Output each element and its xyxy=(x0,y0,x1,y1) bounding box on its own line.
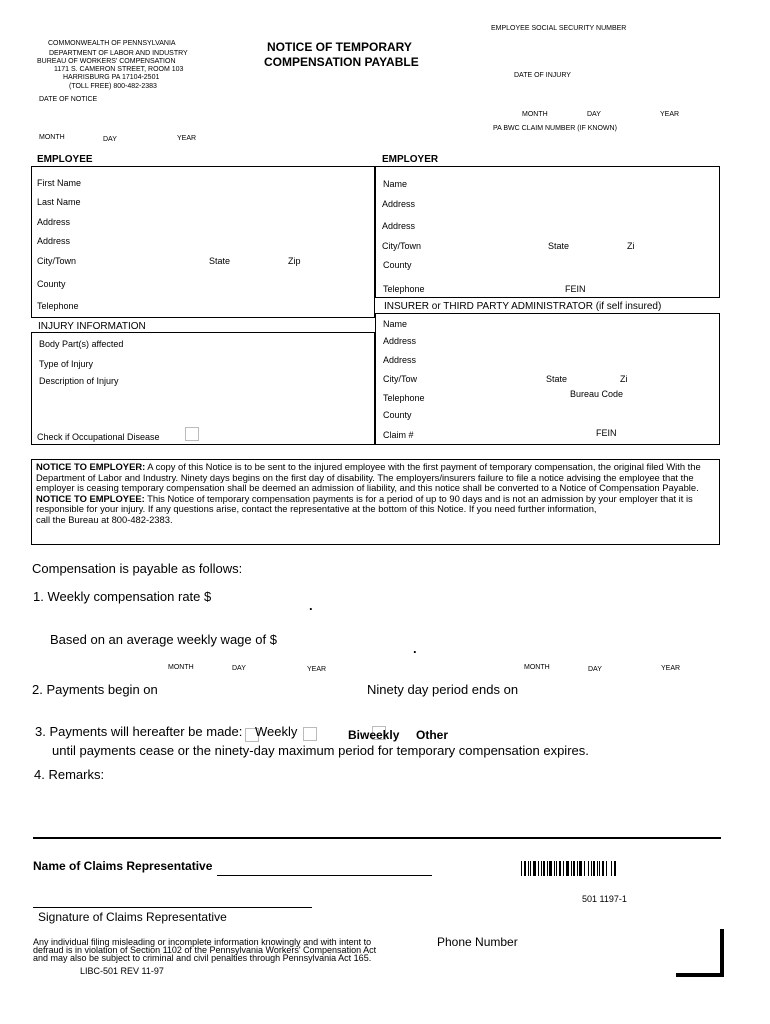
payments-made-label: 3. Payments will hereafter be made: xyxy=(35,724,243,739)
insurer-fein-label: FEIN xyxy=(596,428,617,438)
employer-heading: EMPLOYER xyxy=(382,154,439,165)
injury-heading: INJURY INFORMATION xyxy=(38,321,146,332)
employer-county-label: County xyxy=(383,260,412,270)
employer-telephone-label: Telephone xyxy=(383,284,425,294)
ssn-label: EMPLOYEE SOCIAL SECURITY NUMBER xyxy=(491,25,627,32)
other-option-label: Other xyxy=(416,728,449,742)
biweekly-option-label: Biweekly xyxy=(348,728,400,742)
occupational-disease-checkbox[interactable] xyxy=(185,427,199,441)
payment-duration-text: until payments cease or the ninety-day maximum period for temporary compensation expires. xyxy=(52,743,589,758)
insurer-address2-label: Address xyxy=(383,355,417,365)
employee-telephone-label: Telephone xyxy=(37,301,79,311)
agency-line-2: DEPARTMENT OF LABOR AND INDUSTRY xyxy=(49,50,188,57)
employee-zip-label: Zip xyxy=(288,256,301,266)
begin-month-label: MONTH xyxy=(168,664,194,671)
notice-box xyxy=(31,459,720,545)
date-of-injury-label: DATE OF INJURY xyxy=(514,72,571,79)
claims-rep-label: Name of Claims Representative xyxy=(33,859,213,873)
injury-description-label: Description of Injury xyxy=(39,376,119,386)
weekly-option-label: Weekly xyxy=(255,724,298,739)
insurer-bureau-code-label: Bureau Code xyxy=(570,389,624,399)
disclaimer-line-2: defraud is in violation of Section 1102 of the Pennsylvania Workers' Compensation Act xyxy=(33,945,377,955)
agency-line-1: COMMONWEALTH OF PENNSYLVANIA xyxy=(48,40,176,47)
employee-state-label: State xyxy=(209,256,231,266)
remarks-label: 4. Remarks: xyxy=(34,767,105,782)
injury-body-parts-label: Body Part(s) affected xyxy=(39,339,124,349)
end-year-label: YEAR xyxy=(661,665,681,672)
form-title-line-2: COMPENSATION PAYABLE xyxy=(264,55,419,69)
employee-heading: EMPLOYEE xyxy=(37,154,93,165)
employer-box xyxy=(375,166,720,298)
notice-month-label: MONTH xyxy=(39,134,65,141)
injury-type-label: Type of Injury xyxy=(39,359,94,369)
employer-name-label: Name xyxy=(383,179,408,189)
remarks-divider xyxy=(33,837,721,839)
signature-line xyxy=(33,907,312,908)
form-revision: LIBC-501 REV 11-97 xyxy=(80,966,164,976)
occupational-disease-label: Check if Occupational Disease xyxy=(37,432,160,442)
agency-line-4: 1171 S. CAMERON STREET, ROOM 103 xyxy=(54,66,184,73)
insurer-claim-label: Claim # xyxy=(383,430,414,440)
signature-label: Signature of Claims Representative xyxy=(38,910,227,924)
agency-line-3: BUREAU OF WORKERS' COMPENSATION xyxy=(37,58,176,65)
notice-bureau-phone: call the Bureau at 800-482-2383. xyxy=(36,513,173,525)
notice-year-label: YEAR xyxy=(177,135,197,142)
corner-mark-horizontal xyxy=(676,973,724,977)
employee-last-name-label: Last Name xyxy=(37,197,81,207)
notice-employee-text: This Notice of temporary compensation payments is for a period of up to 90 days and is not an admission by your employer that it is responsible for your injury. If any questions arise, contact the representative at the bottom of this Notice. If you need further information, xyxy=(36,492,693,515)
injury-month-label: MONTH xyxy=(522,111,548,118)
date-of-notice-label: DATE OF NOTICE xyxy=(39,96,98,103)
employee-city-label: City/Town xyxy=(37,256,77,266)
agency-line-6: (TOLL FREE) 800-482-2383 xyxy=(69,83,157,90)
form-code: 501 1197-1 xyxy=(582,894,627,904)
biweekly-checkbox[interactable] xyxy=(303,727,317,741)
average-wage-label: Based on an average weekly wage of $ xyxy=(50,632,277,647)
insurer-telephone-label: Telephone xyxy=(383,393,425,403)
disclaimer-line-3: and may also be subject to criminal and civil penalties through Pennsylvania Act 165. xyxy=(33,953,372,963)
weekly-rate-decimal: . xyxy=(309,598,313,613)
employer-state-label: State xyxy=(548,241,570,251)
insurer-name-label: Name xyxy=(383,319,408,329)
employer-fein-label: FEIN xyxy=(565,284,586,294)
barcode-icon xyxy=(521,861,617,876)
insurer-zip-label: Zi xyxy=(620,374,628,384)
employer-address1-label: Address xyxy=(382,199,416,209)
insurer-heading: INSURER or THIRD PARTY ADMINISTRATOR (if self insured) xyxy=(384,301,662,312)
injury-day-label: DAY xyxy=(587,111,601,118)
employee-box xyxy=(31,166,375,318)
weekly-rate-label: 1. Weekly compensation rate $ xyxy=(33,589,212,604)
claim-number-label: PA BWC CLAIM NUMBER (IF KNOWN) xyxy=(493,125,617,132)
phone-number-label: Phone Number xyxy=(437,935,518,949)
employee-address1-label: Address xyxy=(37,217,71,227)
disclaimer-line-1: Any individual filing misleading or incomplete information knowingly and with intent to xyxy=(33,937,372,947)
end-month-label: MONTH xyxy=(524,664,550,671)
insurer-county-label: County xyxy=(383,410,412,420)
form-title-line-1: NOTICE OF TEMPORARY xyxy=(267,40,412,54)
corner-mark-vertical xyxy=(720,929,724,977)
notice-employer-label: NOTICE TO EMPLOYER: xyxy=(36,461,146,472)
begin-year-label: YEAR xyxy=(307,666,327,673)
employee-address2-label: Address xyxy=(37,236,71,246)
employer-address2-label: Address xyxy=(382,221,416,231)
insurer-city-label: City/Tow xyxy=(383,374,418,384)
employee-county-label: County xyxy=(37,279,66,289)
agency-line-5: HARRISBURG PA 17104-2501 xyxy=(63,74,160,81)
end-day-label: DAY xyxy=(588,666,602,673)
employer-zip-label: Zi xyxy=(627,241,635,251)
average-wage-decimal: . xyxy=(413,641,417,656)
injury-year-label: YEAR xyxy=(660,111,680,118)
begin-day-label: DAY xyxy=(232,665,246,672)
notice-employer-text: A copy of this Notice is to be sent to the injured employee with the first payment of temporary compensation, the original filed With the Department of Labor and Industry. Ninety days begins on the first day of disability. The employers/insurers failure to file a notice advising the employee that the employer is ceasing temporary compensation shall be deemed an admission of liability, and this notice shall be converted to a Notice of Compensation Payable. xyxy=(36,461,701,494)
insurer-address1-label: Address xyxy=(383,336,417,346)
ninety-day-ends-label: Ninety day period ends on xyxy=(367,682,519,697)
compensation-intro: Compensation is payable as follows: xyxy=(32,561,243,576)
notice-day-label: DAY xyxy=(103,136,117,143)
insurer-state-label: State xyxy=(546,374,568,384)
notice-employee-label: NOTICE TO EMPLOYEE: xyxy=(36,492,145,504)
payments-begin-label: 2. Payments begin on xyxy=(32,682,158,697)
employer-city-label: City/Town xyxy=(382,241,422,251)
claims-rep-underline xyxy=(217,875,432,876)
employee-first-name-label: First Name xyxy=(37,178,82,188)
